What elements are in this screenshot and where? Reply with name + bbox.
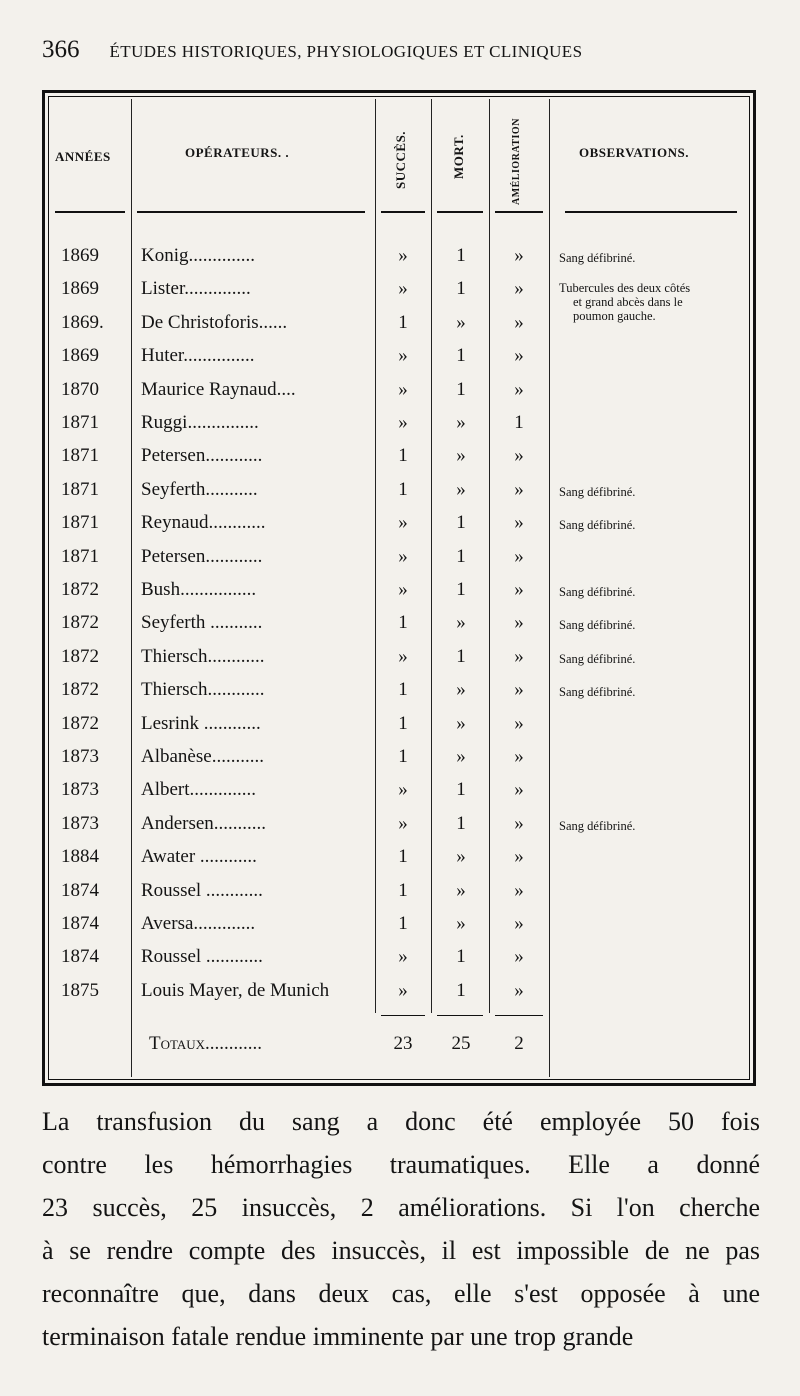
improvement-cell: » bbox=[514, 913, 524, 934]
death-cell: 1 bbox=[456, 245, 466, 266]
year-cell: 1873 bbox=[61, 746, 99, 767]
success-cell: » bbox=[398, 979, 408, 1001]
totals-rule bbox=[495, 1015, 543, 1016]
improvement-cell: » bbox=[514, 278, 524, 300]
year-cell: 1871 bbox=[61, 412, 99, 433]
death-cell: 1 bbox=[456, 278, 466, 300]
death-cell: 1 bbox=[456, 545, 466, 567]
success-cell: 1 bbox=[398, 311, 408, 333]
year-cell: 1872 bbox=[61, 612, 99, 634]
operator-cell: Roussel ............ bbox=[141, 879, 263, 901]
year-cell: 1872 bbox=[61, 645, 99, 667]
observation-line: poumon gauche. bbox=[573, 309, 656, 323]
operator-cell: Seyferth ........... bbox=[141, 612, 263, 634]
success-cell: 1 bbox=[398, 712, 408, 734]
operator-cell: Ruggi............... bbox=[141, 412, 259, 433]
observation-cell: Sang défibriné. bbox=[559, 484, 636, 499]
body-line: 23 succès, 25 insuccès, 2 améliorations. Si l'on cherche bbox=[42, 1193, 760, 1222]
operator-cell: Reynaud............ bbox=[141, 512, 266, 534]
observation-line: Tubercules des deux côtés bbox=[559, 281, 691, 295]
death-cell: 1 bbox=[456, 345, 466, 367]
improvement-cell: » bbox=[514, 512, 524, 534]
header-years: ANNÉES bbox=[55, 149, 111, 164]
header-rule bbox=[137, 211, 365, 213]
success-cell: » bbox=[398, 779, 408, 801]
success-cell: 1 bbox=[398, 746, 408, 767]
operator-cell: Huter............... bbox=[141, 345, 255, 367]
operator-cell: Konig.............. bbox=[141, 245, 255, 266]
success-cell: » bbox=[398, 345, 408, 367]
improvement-cell: » bbox=[514, 779, 524, 801]
death-cell: » bbox=[456, 913, 466, 934]
totals-label: Totaux............ bbox=[149, 1033, 263, 1054]
body-line: contre les hémorrhagies traumatiques. Elle a donné bbox=[42, 1150, 760, 1179]
operator-cell: Awater ............ bbox=[141, 846, 257, 868]
table-row bbox=[45, 542, 753, 575]
improvement-cell: » bbox=[514, 645, 524, 667]
success-cell: » bbox=[398, 545, 408, 567]
body-line: La transfusion du sang a donc été employée 50 fois bbox=[42, 1107, 760, 1136]
table-row bbox=[45, 375, 753, 408]
improvement-cell: » bbox=[514, 879, 524, 901]
success-cell: » bbox=[398, 512, 408, 534]
success-cell: » bbox=[398, 645, 408, 667]
table-row bbox=[45, 842, 753, 875]
improvement-cell: » bbox=[514, 979, 524, 1001]
success-cell: » bbox=[398, 579, 408, 600]
operator-cell: Aversa............. bbox=[141, 913, 256, 934]
improvement-cell: » bbox=[514, 612, 524, 634]
improvement-cell: » bbox=[514, 545, 524, 567]
success-cell: » bbox=[398, 278, 408, 300]
death-cell: 1 bbox=[456, 946, 466, 968]
table-row bbox=[45, 809, 753, 842]
transfusion-table bbox=[42, 90, 756, 1086]
operator-cell: Louis Mayer, de Munich bbox=[141, 979, 330, 1001]
operator-cell: Petersen............ bbox=[141, 445, 263, 467]
header-death: MORT. bbox=[451, 134, 466, 179]
header-operators: OPÉRATEURS. . bbox=[185, 145, 290, 160]
success-cell: » bbox=[398, 245, 408, 266]
table-row bbox=[45, 876, 753, 909]
death-cell: » bbox=[456, 746, 466, 767]
table-row bbox=[45, 608, 753, 641]
header-success: SUCCÈS. bbox=[393, 130, 408, 189]
totals-improvement: 2 bbox=[514, 1033, 524, 1054]
success-cell: 1 bbox=[398, 612, 408, 634]
improvement-cell: » bbox=[514, 679, 524, 701]
year-cell: 1872 bbox=[61, 679, 99, 701]
page-number: 366 bbox=[42, 36, 80, 63]
death-cell: 1 bbox=[456, 579, 466, 600]
death-cell: » bbox=[456, 712, 466, 734]
observation-cell: Sang défibriné. bbox=[559, 518, 636, 533]
operator-cell: Thiersch............ bbox=[141, 679, 265, 701]
table-row bbox=[45, 976, 753, 1009]
death-cell: 1 bbox=[456, 512, 466, 534]
header-rule bbox=[437, 211, 483, 213]
operator-cell: Maurice Raynaud.... bbox=[141, 378, 296, 400]
death-cell: 1 bbox=[456, 812, 466, 834]
success-cell: 1 bbox=[398, 913, 408, 934]
improvement-cell: » bbox=[514, 445, 524, 467]
operator-cell: Thiersch............ bbox=[141, 645, 265, 667]
operator-cell: Andersen........... bbox=[141, 812, 267, 834]
year-cell: 1872 bbox=[61, 579, 99, 600]
death-cell: 1 bbox=[456, 779, 466, 801]
death-cell: » bbox=[456, 679, 466, 701]
success-cell: 1 bbox=[398, 445, 408, 467]
year-cell: 1873 bbox=[61, 812, 99, 834]
operator-cell: Lesrink ............ bbox=[141, 712, 261, 734]
death-cell: » bbox=[456, 478, 466, 500]
table-row bbox=[45, 642, 753, 675]
death-cell: » bbox=[456, 311, 466, 333]
improvement-cell: » bbox=[514, 812, 524, 834]
improvement-cell: » bbox=[514, 746, 524, 767]
operator-cell: Albert.............. bbox=[141, 779, 257, 801]
page-header bbox=[42, 36, 762, 70]
death-cell: » bbox=[456, 879, 466, 901]
success-cell: » bbox=[398, 378, 408, 400]
running-title: ÉTUDES HISTORIQUES, PHYSIOLOGIQUES ET CLINIQUES bbox=[109, 42, 583, 61]
improvement-cell: » bbox=[514, 579, 524, 600]
improvement-cell: » bbox=[514, 245, 524, 266]
success-cell: 1 bbox=[398, 679, 408, 701]
operator-cell: Seyferth........... bbox=[141, 478, 258, 500]
year-cell: 1874 bbox=[61, 913, 99, 934]
improvement-cell: 1 bbox=[514, 412, 524, 433]
header-rule bbox=[381, 211, 425, 213]
year-cell: 1869 bbox=[61, 345, 99, 367]
totals-death: 25 bbox=[451, 1033, 471, 1054]
body-line: à se rendre compte des insuccès, il est impossible de ne pas bbox=[42, 1236, 760, 1265]
success-cell: » bbox=[398, 812, 408, 834]
improvement-cell: » bbox=[514, 946, 524, 968]
operator-cell: Roussel ............ bbox=[141, 946, 263, 968]
table-row bbox=[45, 408, 753, 441]
year-cell: 1873 bbox=[61, 779, 99, 801]
death-cell: 1 bbox=[456, 645, 466, 667]
table-row bbox=[45, 675, 753, 708]
year-cell: 1869. bbox=[61, 311, 104, 333]
body-paragraph bbox=[42, 1100, 760, 1358]
observation-cell: Sang défibriné. bbox=[559, 818, 636, 833]
header-observations: OBSERVATIONS. bbox=[579, 145, 689, 160]
death-cell: » bbox=[456, 612, 466, 634]
year-cell: 1872 bbox=[61, 712, 99, 734]
observation-cell: Sang défibriné. bbox=[559, 685, 636, 700]
success-cell: 1 bbox=[398, 478, 408, 500]
totals-row bbox=[45, 1029, 753, 1063]
year-cell: 1871 bbox=[61, 445, 99, 467]
totals-success: 23 bbox=[393, 1033, 413, 1054]
header-rule bbox=[495, 211, 543, 213]
death-cell: 1 bbox=[456, 378, 466, 400]
observation-cell: Sang défibriné. bbox=[559, 618, 636, 633]
observation-cell: Sang défibriné. bbox=[559, 251, 636, 265]
year-cell: 1869 bbox=[61, 245, 99, 266]
table-row bbox=[45, 441, 753, 474]
table-row bbox=[45, 742, 753, 775]
totals-rule bbox=[381, 1015, 425, 1016]
table-row bbox=[45, 709, 753, 742]
year-cell: 1871 bbox=[61, 545, 99, 567]
death-cell: » bbox=[456, 412, 466, 433]
success-cell: » bbox=[398, 412, 408, 433]
table-row bbox=[45, 341, 753, 374]
observation-cell: Sang défibriné. bbox=[559, 651, 636, 666]
table-row bbox=[45, 942, 753, 975]
table-row bbox=[45, 775, 753, 808]
table-row bbox=[45, 241, 753, 274]
year-cell: 1874 bbox=[61, 946, 99, 968]
year-cell: 1875 bbox=[61, 979, 99, 1001]
body-line: terminaison fatale rendue imminente par une trop grande bbox=[42, 1322, 634, 1351]
death-cell: » bbox=[456, 846, 466, 868]
death-cell: 1 bbox=[456, 979, 466, 1001]
improvement-cell: » bbox=[514, 712, 524, 734]
table-row bbox=[45, 575, 753, 608]
operator-cell: De Christoforis...... bbox=[141, 311, 288, 333]
year-cell: 1870 bbox=[61, 378, 99, 400]
operator-cell: Bush................ bbox=[141, 579, 257, 600]
observation-line: et grand abcès dans le bbox=[573, 295, 683, 309]
success-cell: » bbox=[398, 946, 408, 968]
year-cell: 1871 bbox=[61, 478, 99, 500]
observation-lister bbox=[559, 281, 749, 323]
year-cell: 1874 bbox=[61, 879, 99, 901]
table-row bbox=[45, 508, 753, 541]
year-cell: 1869 bbox=[61, 278, 99, 300]
table-row bbox=[45, 475, 753, 508]
year-cell: 1884 bbox=[61, 846, 99, 868]
body-line: reconnaître que, dans deux cas, elle s'est opposée à une bbox=[42, 1279, 760, 1308]
table-row bbox=[45, 909, 753, 942]
success-cell: 1 bbox=[398, 846, 408, 868]
header-rule bbox=[565, 211, 737, 213]
header-improvement: AMÉLIORATION bbox=[511, 118, 522, 205]
improvement-cell: » bbox=[514, 478, 524, 500]
improvement-cell: » bbox=[514, 311, 524, 333]
operator-cell: Petersen............ bbox=[141, 545, 263, 567]
operator-cell: Lister.............. bbox=[141, 278, 251, 300]
improvement-cell: » bbox=[514, 378, 524, 400]
death-cell: » bbox=[456, 445, 466, 467]
totals-rule bbox=[437, 1015, 483, 1016]
year-cell: 1871 bbox=[61, 512, 99, 534]
improvement-cell: » bbox=[514, 345, 524, 367]
improvement-cell: » bbox=[514, 846, 524, 868]
observation-cell: Sang défibriné. bbox=[559, 585, 636, 599]
operator-cell: Albanèse........... bbox=[141, 746, 264, 767]
header-rule bbox=[55, 211, 125, 213]
success-cell: 1 bbox=[398, 879, 408, 901]
